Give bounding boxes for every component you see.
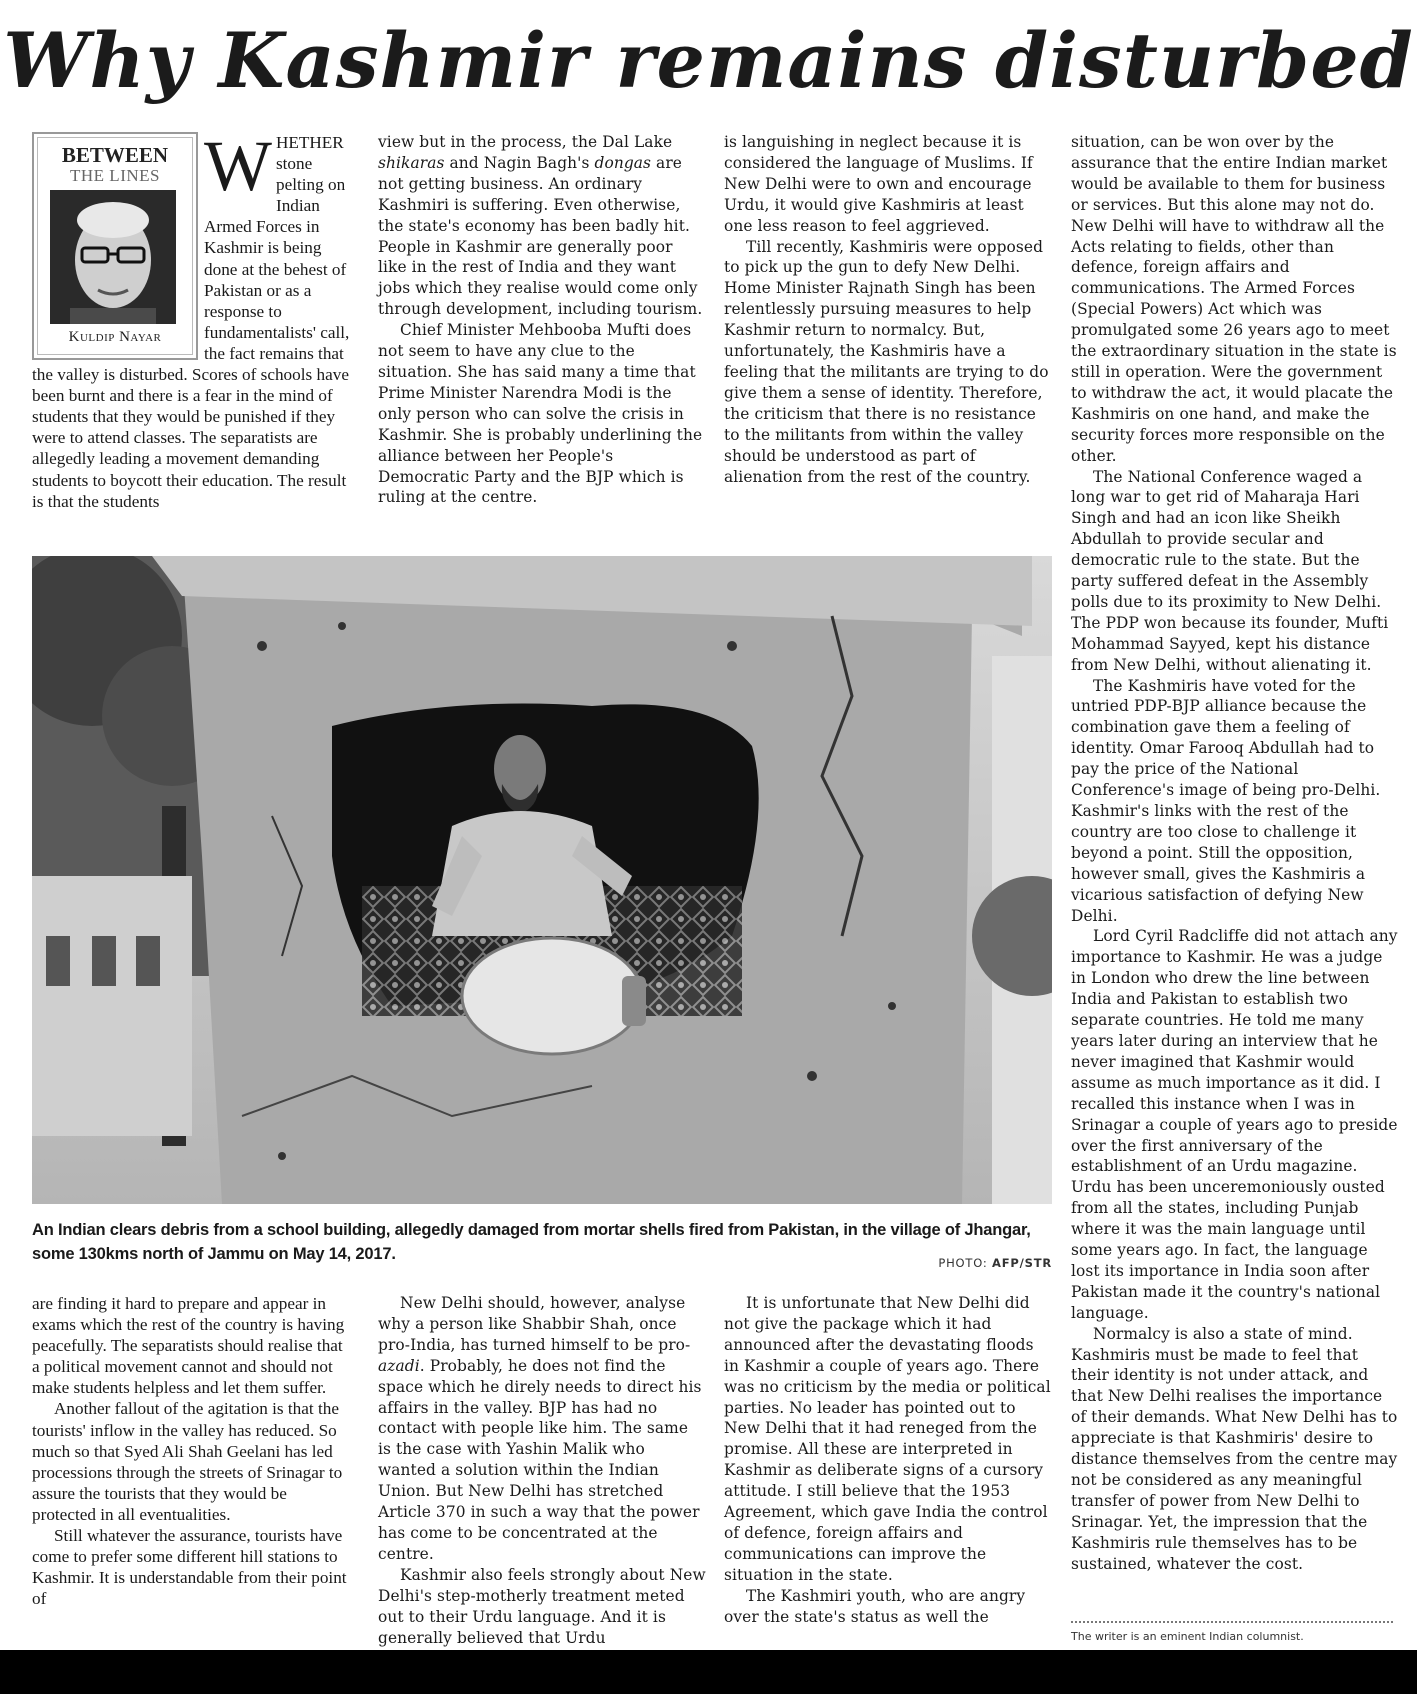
article-column-2-bottom [378,1293,706,1648]
paragraph: It is unfortunate that New Delhi did not give the package which it had announced after the devastating floods in Kashmir a couple of years ago. There was no criticism by the media or political parties. No leader has pointed out to New Delhi that it had reneged from the promise. All these are interpreted in Kashmir as deliberate signs of a cursory attitude. I still believe that the 1953 Agreement, which gave India the control of defence, foreign affairs and communications can improve the situation in the state. [724,1294,1051,1584]
photo-credit-label: PHOTO: [938,1256,988,1270]
bottom-black-band [0,1650,1417,1694]
drop-cap: W [204,126,272,206]
headline: Why Kashmir remains disturbed [3,16,1414,105]
paragraph: The Kashmiri youth, who are angry over the state's status as well the [724,1586,1026,1626]
author-note: The writer is an eminent Indian columnist. [1071,1630,1304,1643]
text-run: view but in the process, the Dal Lake [378,133,673,151]
paragraph: situation, can be won over by the assurance that the entire Indian market would be available to them for business or services. But this alone may not do. New Delhi will have to withdraw all the Acts relating to fields, other than defence, foreign affairs and communications. The Armed Forces (Special Powers) Act which was promulgated some 26 years ago to meet the extraordinary situation in the state is still in operation. Were the government to withdraw the act, it would placate the Kashmiris on one hand, and make the security forces more responsible on the other. [1071,133,1397,465]
lead-text: stone pelting on Indian Armed Forces in Kashmir is being done at the behest of Pakistan or as a response to fundamentalists' call, the fact remains that the valley is disturbed. Scores of schools have been burnt and there is a fear in the mind of students that they would be punished if they were to attend classes. The separatists are allegedly leading a movement demanding students to boycott their education. The result is that the students [32,154,350,511]
column-kicker: BETWEEN [61,143,169,167]
paragraph: The National Conference waged a long war to get rid of Maharaja Hari Singh and had an icon like Sheikh Abdullah to provide secular and democratic rule to the state. But the party suffered defeat in the Assembly polls due to its proximity to New Delhi. The PDP won because its founder, Mufti Mohammad Sayyed, kept his distance from New Delhi, without alienating it. [1071,467,1389,674]
photo-caption: An Indian clears debris from a school building, allegedly damaged from mortar shells fired from Pakistan, in the village of Jhangar, some 130kms north of Jammu on May 14, 2017. [32,1221,1031,1263]
article-column-4 [1071,132,1399,1575]
article-column-2-top [378,132,706,508]
paragraph: The Kashmiris have voted for the untried PDP-BJP alliance because the combination gave them a feeling of identity. Omar Farooq Abdullah had to pay the price of the National Conference's image of being pro-Delhi. Kashmir's links with the rest of the country are too close to challenge it beyond a point. Still the opposition, however small, gives the Kashmiris a vicarious satisfaction of defying New Delhi. [1071,676,1381,925]
footnote-rule [1071,1621,1393,1623]
paragraph: Lord Cyril Radcliffe did not attach any importance to Kashmir. He was a judge in London who drew the line between India and Pakistan to establish two separate countries. He told me many years later during an interview that he never imagined that Kashmir would assume as much importance as it did. I recalled this instance when I was in Srinagar a couple of years ago to preside over the first anniversary of the establishment of an Urdu magazine. Urdu has been unceremoniously ousted from all the states, including Punjab where it was the main language until some years ago. In fact, the language lost its importance in India soon after Pakistan made it the country's national language. [1071,927,1398,1322]
paragraph: Till recently, Kashmiris were opposed to pick up the gun to defy New Delhi. Home Minister Rajnath Singh has been relentlessly pursuing measures to help Kashmir return to normalcy. But, unfortunately, the Kashmiris have a feeling that the militants are trying to do give them a sense of identity. Therefore, the criticism that there is no resistance to the militants from within the valley should be understood as part of alienation from the rest of the country. [724,237,1049,486]
box-spacer [32,132,204,354]
paragraph: Chief Minister Mehbooba Mufti does not seem to have any clue to the situation. She has said many a time that Prime Minister Narendra Modi is the only person who can solve the crisis in Kashmir. She is probably underlining the alliance between her People's Democratic Party and the BJP which is ruling at the centre. [378,321,703,507]
paragraph: Still whatever the assurance, tourists have come to prefer some different hill stations to Kashmir. It is understandable from their point of [32,1526,347,1609]
paragraph [378,1293,706,1565]
article-column-1-top [32,126,354,512]
paragraph [378,132,706,320]
news-photo [32,556,1052,1204]
paragraph: Normalcy is also a state of mind. Kashmiris must be made to feel that their identity is not under attack, and that New Delhi realises the importance of their demands. What New Delhi has to appreciate is that Kashmiris' desire to distance themselves from the centre may not be considered as any meaningful transfer of power from New Delhi to Srinagar. Yet, the impression that the Kashmiris rule themselves has to be sustained, whatever the cost. [1071,1324,1398,1573]
text-run: New Delhi should, however, analyse why a person like Shabbir Shah, once pro-India, has turned himself to be pro- [378,1294,691,1354]
paragraph: Kashmir also feels strongly about New Delhi's step-motherly treatment meted out to their Urdu language. And it is generally believed that Urdu [378,1565,706,1647]
column-kicker-sub: THE LINES [70,166,160,185]
text-run: are not getting business. An ordinary Kashmiri is suffering. Even otherwise, the state's economy has been badly hit. People in Kashmir are generally poor like in the rest of India and they want jobs which they realise would come only through development, including tourism. [378,153,703,319]
lead-caps: HETHER [275,133,344,152]
author-byline: Kuldip Nayar [68,329,162,345]
italic-run: shikaras [378,153,445,172]
article-column-3-top [724,132,1052,487]
text-run: . Probably, he does not find the space which he direly needs to direct his affairs in the valley. BJP has had no contact with people like him. The same is the case with Yashin Malik who wanted a solution within the Indian Union. But New Delhi has stretched Article 370 in such a way that the power has come to be concentrated at the centre. [378,1356,702,1563]
photo-credit-source: AFP/STR [992,1256,1052,1270]
italic-run: azadi [378,1356,420,1375]
news-photo-image [32,556,1052,1204]
paragraph: are finding it hard to prepare and appear in exams which the rest of the country is having peacefully. The separatists should realise that a political movement cannot and should not make students helpless and let them suffer. [32,1294,345,1398]
italic-run: dongas [594,153,652,172]
photo-credit [900,1256,1052,1270]
article-column-3-bottom [724,1293,1052,1628]
paragraph: Another fallout of the agitation is that the tourists' inflow in the valley has reduced. So much so that Syed Ali Shah Geelani has led processions through the streets of Srinagar to assure the tourists that they would be protected in all eventualities. [32,1399,343,1524]
paragraph: is languishing in neglect because it is considered the language of Muslims. If New Delhi were to own and encourage Urdu, it would give Kashmiris at least one less reason to feel aggrieved. [724,133,1033,235]
text-run: and Nagin Bagh's [444,153,595,172]
article-column-1-bottom [32,1293,354,1609]
